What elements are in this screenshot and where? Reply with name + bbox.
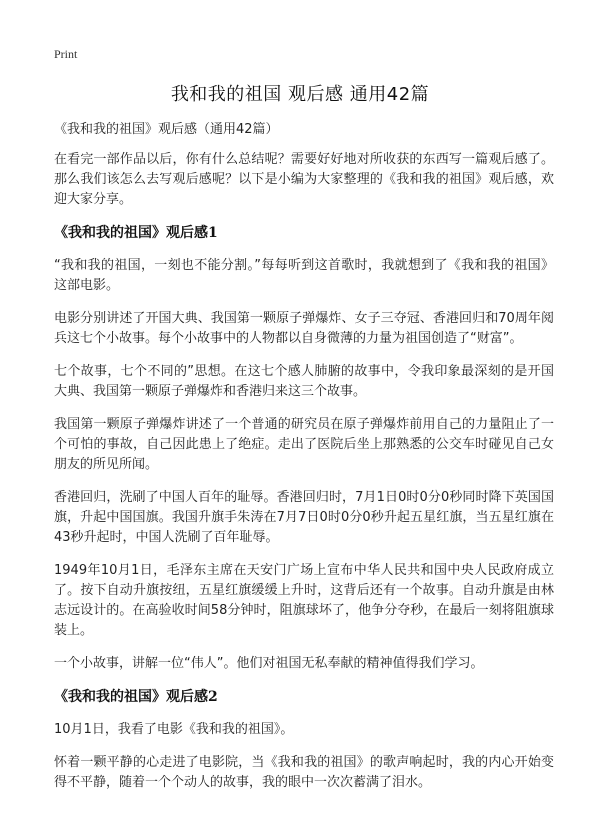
paragraph: 电影分别讲述了开国大典、我国第一颗原子弹爆炸、女子三夺冠、香港回归和70周年阅兵这七个小故事。每个小故事中的人物都以自身微薄的力量为祖国创造了“财富”。 bbox=[54, 311, 554, 346]
paragraph: “我和我的祖国，一刻也不能分割。”每每听到这首歌时，我就想到了《我和我的祖国》这部电影。 bbox=[54, 258, 554, 293]
paragraph: 一个小故事，讲解一位“伟人”。他们对祖国无私奉献的精神值得我们学习。 bbox=[54, 656, 484, 671]
print-link[interactable]: Print bbox=[54, 47, 78, 61]
paragraph: 10月1日，我看了电影《我和我的祖国》。 bbox=[54, 722, 294, 737]
paragraph: 香港回归，洗刷了中国人百年的耻辱。香港回归时，7月1日0时0分0秒同时降下英国国旗，升起中国国旗。我国升旗手朱涛在7月7日0时0分0秒升起五星红旗，当五星红旗在43秒升起时，中国人洗刷了百年耻辱。 bbox=[54, 490, 554, 545]
section-heading-2: 《我和我的祖国》观后感2 bbox=[54, 689, 218, 705]
paragraph: 我国第一颗原子弹爆炸讲述了一个普通的研究员在原子弹爆炸前用自己的力量阻止了一个可怕的事故，自己因此患上了绝症。走出了医院后坐上那熟悉的公交车时碰见自己女朋友的所见所闻。 bbox=[54, 417, 554, 472]
article-subtitle: 《我和我的祖国》观后感（通用42篇） bbox=[54, 122, 279, 137]
paragraph: 1949年10月1日，毛泽东主席在天安门广场上宣布中华人民共和国中央人民政府成立了。按下自动升旗按纽，五星红旗缓缓上升时，这背后还有一个故事。自动升旗是由林志远设计的。在高验收时间58分钟时，阻旗球坏了，他争分夺秒，在最后一刻将阻旗球装上。 bbox=[54, 563, 554, 638]
intro-paragraph: 在看完一部作品以后，你有什么总结呢？需要好好地对所收获的东西写一篇观后感了。那么我们该怎么去写观后感呢？以下是小编为大家整理的《我和我的祖国》观后感，欢迎大家分享。 bbox=[54, 152, 554, 207]
paragraph: 怀着一颗平静的心走进了电影院，当《我和我的祖国》的歌声响起时，我的内心开始变得不平静，随着一个个动人的故事，我的眼中一次次蓄满了泪水。 bbox=[54, 755, 554, 790]
paragraph: 七个故事，七个不同的”思想。在这七个感人肺腑的故事中，令我印象最深刻的是开国大典、我国第一颗原子弹爆炸和香港归来这三个故事。 bbox=[54, 364, 554, 399]
page-title: 我和我的祖国 观后感 通用42篇 bbox=[170, 84, 430, 105]
article-body bbox=[54, 120, 554, 806]
section-heading-1: 《我和我的祖国》观后感1 bbox=[54, 225, 218, 241]
